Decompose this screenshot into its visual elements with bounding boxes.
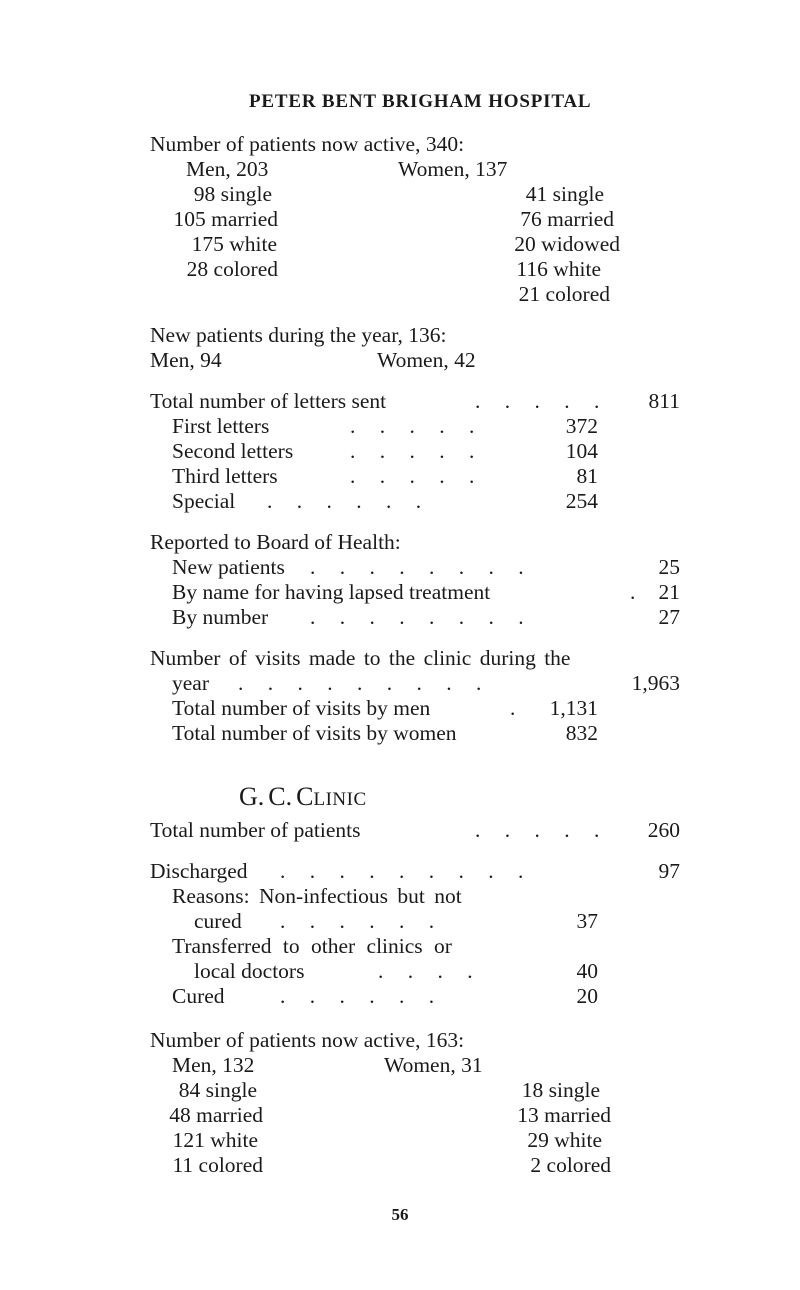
board-item-label: By number bbox=[172, 605, 269, 629]
visits-line1: Number of visits made to the clinic during the bbox=[150, 646, 571, 670]
leader-dots: . . . . . . . . . bbox=[238, 671, 491, 695]
gc-total-label: Total number of patients bbox=[150, 818, 361, 842]
letters-total-label: Total number of letters sent bbox=[150, 389, 387, 413]
gc-clinic-title: G. C. CLINIC bbox=[239, 782, 367, 811]
men-row: 48 married bbox=[169, 1103, 263, 1127]
visits-women-value: 832 bbox=[565, 721, 598, 745]
men-row: 84 single bbox=[178, 1078, 257, 1102]
leader-dots: . . . . . . bbox=[267, 489, 431, 513]
leader-dots: . bbox=[510, 696, 525, 720]
men-heading: Men, 203 bbox=[186, 157, 269, 181]
leader-dots: . . . . bbox=[378, 959, 483, 983]
men-row: 11 colored bbox=[172, 1153, 263, 1177]
visits-year-label: year bbox=[172, 671, 209, 695]
leader-dots: . . . . . bbox=[350, 464, 484, 488]
leader-dots: . . . . . . . . . bbox=[280, 859, 533, 883]
visits-year-value: 1,963 bbox=[631, 671, 680, 695]
women-row: 76 married bbox=[520, 207, 614, 231]
men-heading-2: Men, 132 bbox=[172, 1053, 255, 1077]
men-row: 105 married bbox=[173, 207, 278, 231]
new-women: Women, 42 bbox=[377, 348, 476, 372]
letter-item-value: 372 bbox=[565, 414, 598, 438]
new-patients-title: New patients during the year, 136: bbox=[150, 323, 447, 347]
letters-total-value: 811 bbox=[648, 389, 680, 413]
men-row: 28 colored bbox=[186, 257, 278, 281]
gc-transferred-line: Transferred to other clinics or bbox=[172, 934, 452, 958]
gc-cured1-label: cured bbox=[194, 909, 242, 933]
gc-cured1-value: 37 bbox=[576, 909, 598, 933]
board-title: Reported to Board of Health: bbox=[150, 530, 401, 554]
leader-dots: . . . . . . bbox=[280, 984, 444, 1008]
letter-item-value: 254 bbox=[565, 489, 598, 513]
men-row: 121 white bbox=[172, 1128, 258, 1152]
gc-cured2-label: Cured bbox=[172, 984, 225, 1008]
board-item-label: New patients bbox=[172, 555, 285, 579]
letter-item-label: Third letters bbox=[172, 464, 278, 488]
visits-men-label: Total number of visits by men bbox=[172, 696, 431, 720]
gc-discharged-value: 97 bbox=[658, 859, 680, 883]
gc-local-label: local doctors bbox=[194, 959, 305, 983]
gc-local-value: 40 bbox=[576, 959, 598, 983]
leader-dots: . . . . . bbox=[475, 389, 609, 413]
gc-cured2-value: 20 bbox=[576, 984, 598, 1008]
active-patients-title-2: Number of patients now active, 163: bbox=[150, 1028, 465, 1052]
letter-item-label: First letters bbox=[172, 414, 270, 438]
women-heading: Women, 137 bbox=[398, 157, 508, 181]
women-heading-2: Women, 31 bbox=[384, 1053, 483, 1077]
women-row: 116 white bbox=[516, 257, 601, 281]
letter-item-label: Special bbox=[172, 489, 236, 513]
visits-women-label: Total number of visits by women bbox=[172, 721, 457, 745]
men-row: 98 single bbox=[193, 182, 272, 206]
leader-dots: . bbox=[630, 580, 645, 604]
leader-dots: . . . . . bbox=[350, 414, 484, 438]
leader-dots: . . . . . . bbox=[280, 909, 444, 933]
board-item-value: 25 bbox=[658, 555, 680, 579]
board-item-label: By name for having lapsed treatment bbox=[172, 580, 491, 604]
men-row: 175 white bbox=[191, 232, 277, 256]
gc-discharged-label: Discharged bbox=[150, 859, 248, 883]
women-row: 13 married bbox=[517, 1103, 611, 1127]
gc-total-value: 260 bbox=[647, 818, 680, 842]
women-row: 21 colored bbox=[518, 282, 610, 306]
women-row: 2 colored bbox=[530, 1153, 611, 1177]
leader-dots: . . . . . . . . bbox=[310, 555, 534, 579]
letter-item-value: 81 bbox=[576, 464, 598, 488]
new-men: Men, 94 bbox=[150, 348, 222, 372]
page-number: 56 bbox=[391, 1205, 409, 1224]
women-row: 20 widowed bbox=[514, 232, 620, 256]
visits-men-value: 1,131 bbox=[549, 696, 598, 720]
leader-dots: . . . . . bbox=[475, 818, 609, 842]
women-row: 41 single bbox=[525, 182, 604, 206]
board-item-value: 21 bbox=[658, 580, 680, 604]
board-item-value: 27 bbox=[658, 605, 680, 629]
letter-item-label: Second letters bbox=[172, 439, 294, 463]
active-patients-title: Number of patients now active, 340: bbox=[150, 132, 465, 156]
leader-dots: . . . . . bbox=[350, 439, 484, 463]
leader-dots: . . . . . . . . bbox=[310, 605, 534, 629]
women-row: 18 single bbox=[521, 1078, 600, 1102]
women-row: 29 white bbox=[527, 1128, 602, 1152]
gc-reasons-line: Reasons: Non-infectious but not bbox=[172, 884, 462, 908]
page-header: PETER BENT BRIGHAM HOSPITAL bbox=[249, 91, 592, 112]
letter-item-value: 104 bbox=[565, 439, 598, 463]
